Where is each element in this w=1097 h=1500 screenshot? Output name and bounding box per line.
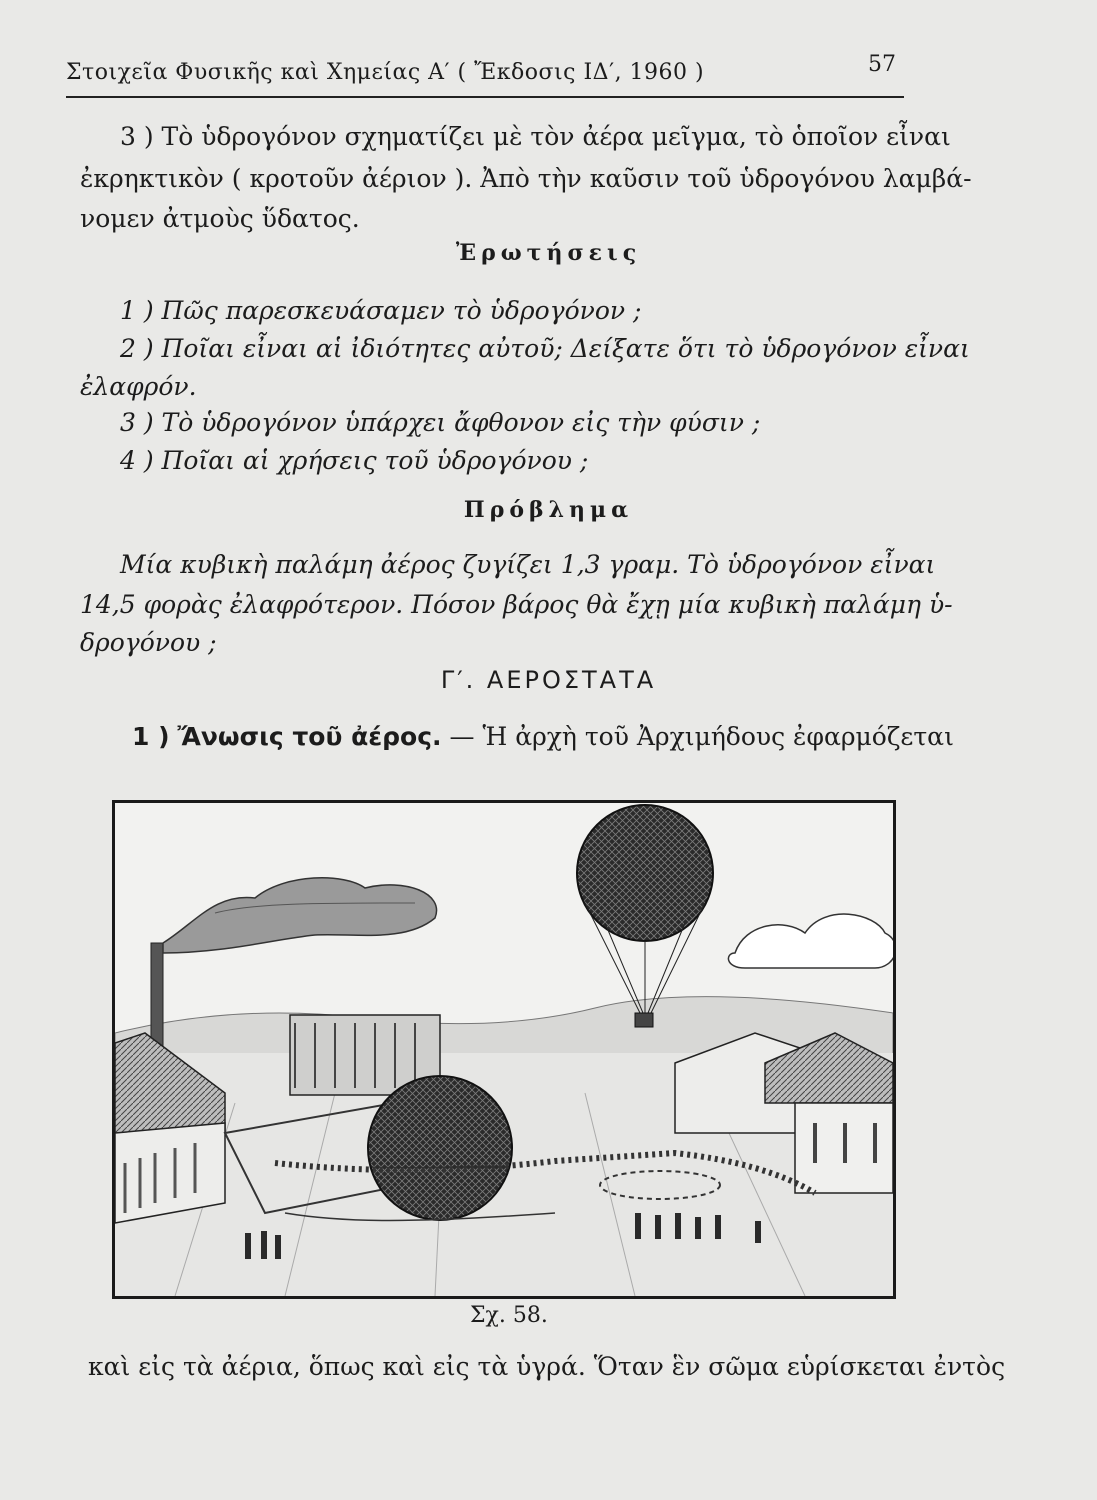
subsection-number: 1 ) bbox=[132, 722, 170, 751]
questions-heading: Ἐρωτήσεις bbox=[455, 240, 642, 266]
final-line: καὶ εἰς τὰ ἀέρια, ὅπως καὶ εἰς τὰ ὑγρά. Ὅταν ἓν σῶμα εὑρίσκεται ἐντὸς bbox=[88, 1352, 1006, 1381]
balloon-illustration bbox=[112, 800, 896, 1299]
problem-heading: Πρόβλημα bbox=[463, 497, 634, 523]
paragraph-line: νομεν ἀτμοὺς ὕδατος. bbox=[80, 204, 360, 233]
question-3: 3 ) Τὸ ὑδρογόνον ὑπάρχει ἄφθονον εἰς τὴν φύσιν ; bbox=[120, 408, 761, 437]
header-rule bbox=[66, 96, 904, 98]
problem-line: δρογόνου ; bbox=[80, 628, 217, 657]
question-1: 1 ) Πῶς παρεσκευάσαμεν τὸ ὑδρογόνον ; bbox=[120, 296, 642, 325]
running-header: Στοιχεῖα Φυσικῆς καὶ Χημείας Α′ ( Ἔκδοσις ΙΔ′, 1960 ) bbox=[66, 60, 705, 85]
paragraph-line: 3 ) Τὸ ὑδρογόνον σχηματίζει μὲ τὸν ἀέρα μεῖγμα, τὸ ὁποῖον εἶναι bbox=[120, 122, 951, 151]
question-2: 2 ) Ποῖαι εἶναι αἱ ἰδιότητες αὐτοῦ; Δείξατε ὅτι τὸ ὑδρογόνον εἶναι bbox=[120, 334, 970, 363]
paragraph-line: ἐκρηκτικὸν ( κροτοῦν ἀέριον ). Ἀπὸ τὴν καῦσιν τοῦ ὑδρογόνου λαμβά- bbox=[80, 164, 972, 193]
question-2-continuation: ἐλαφρόν. bbox=[80, 372, 197, 401]
page-number: 57 bbox=[868, 52, 896, 77]
subsection-title: Ἄνωσις τοῦ ἀέρος. bbox=[177, 722, 442, 751]
figure-caption: Σχ. 58. bbox=[470, 1303, 548, 1328]
problem-line: 14,5 φορὰς ἐλαφρότερον. Πόσον βάρος θὰ ἔχῃ μία κυβικὴ παλάμη ὑ- bbox=[80, 590, 953, 619]
subsection-line bbox=[132, 722, 954, 751]
balloon-drawing bbox=[115, 803, 893, 1296]
section-title: Γ′. ΑΕΡΟΣΤΑΤΑ bbox=[440, 666, 657, 694]
subsection-text: — Ἡ ἀρχὴ τοῦ Ἀρχιμήδους ἐφαρμόζεται bbox=[449, 722, 954, 751]
problem-line: Μία κυβικὴ παλάμη ἀέρος ζυγίζει 1,3 γραμ. Τὸ ὑδρογόνον εἶναι bbox=[120, 550, 936, 579]
question-4: 4 ) Ποῖαι αἱ χρήσεις τοῦ ὑδρογόνου ; bbox=[120, 446, 589, 475]
